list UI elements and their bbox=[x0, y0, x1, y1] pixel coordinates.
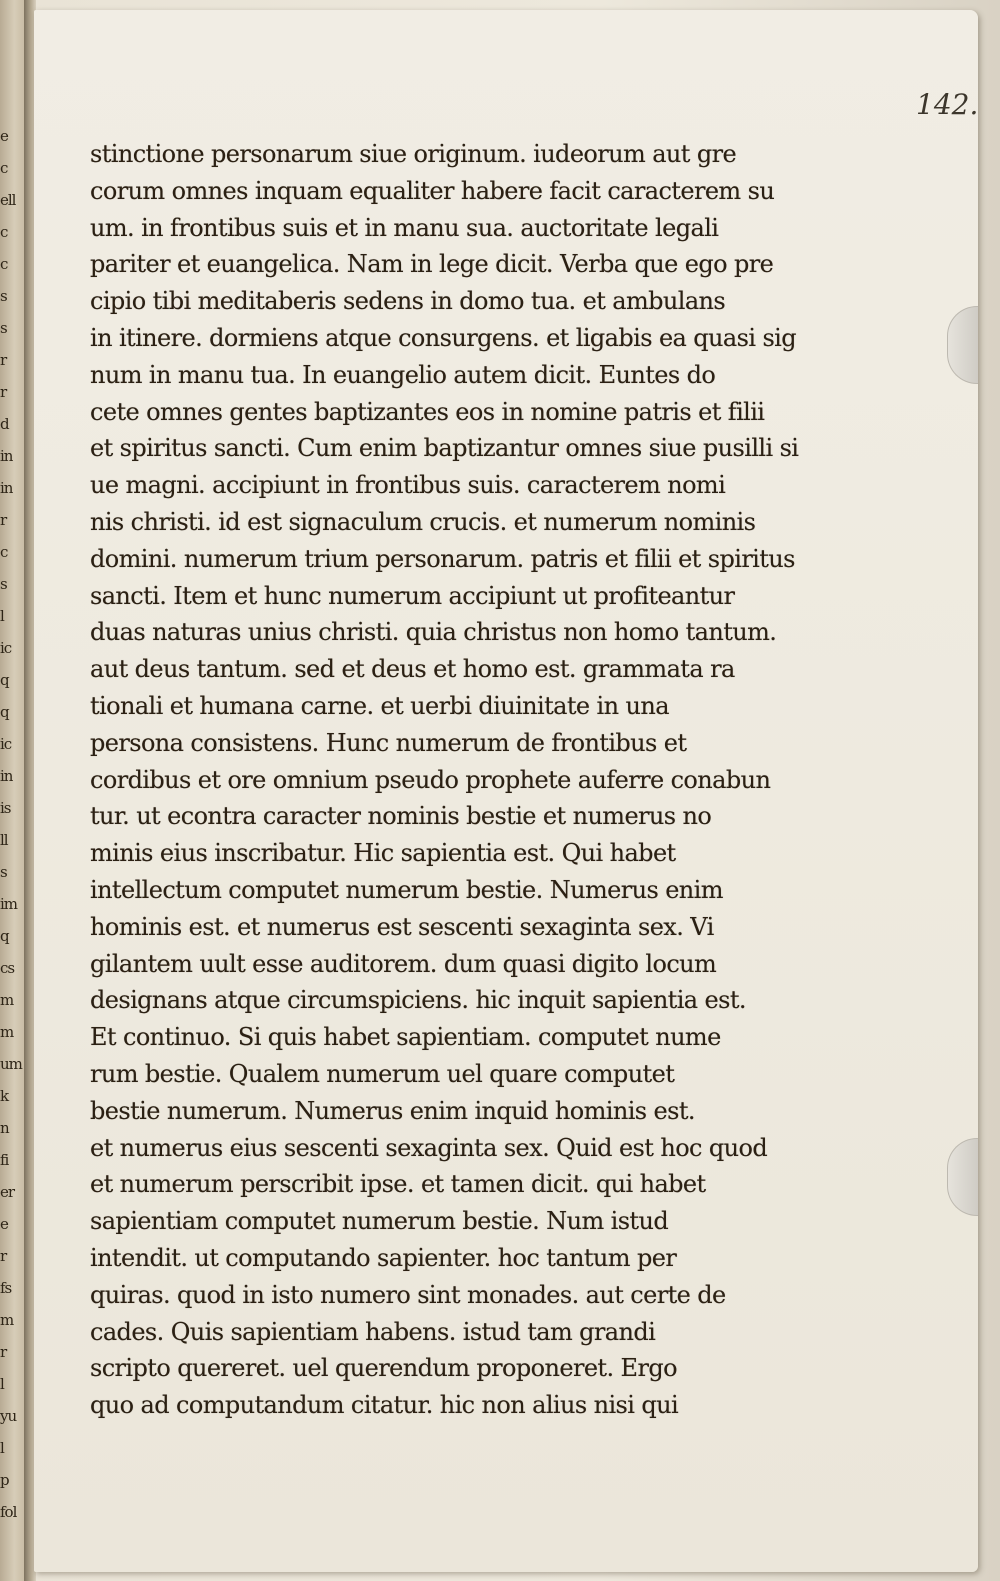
text-line: in itinere. dormiens atque consurgens. et ligabis ea quasi sig bbox=[90, 323, 797, 352]
facing-page-fragment: ic bbox=[0, 735, 12, 753]
text-line: intellectum computet numerum bestie. Numerus enim bbox=[90, 875, 723, 904]
facing-page-fragment: s bbox=[0, 575, 7, 593]
facing-page-fragment: im bbox=[0, 895, 18, 913]
text-line: persona consistens. Hunc numerum de frontibus et bbox=[90, 728, 687, 757]
facing-page-fragment: er bbox=[0, 1183, 15, 1201]
facing-page-fragment: fi bbox=[0, 1151, 9, 1169]
facing-page-fragment: n bbox=[0, 1119, 9, 1137]
text-line: designans atque circumspiciens. hic inquit sapientia est. bbox=[90, 986, 746, 1015]
facing-page-fragment: k bbox=[0, 1087, 9, 1105]
text-line: nis christi. id est signaculum crucis. et numerum nominis bbox=[90, 507, 756, 536]
facing-page-fragment: in bbox=[0, 479, 13, 497]
facing-page-fragment: fs bbox=[0, 1279, 12, 1297]
facing-page-fragment: is bbox=[0, 799, 11, 817]
text-line: duas naturas unius christi. quia christus non homo tantum. bbox=[90, 618, 777, 647]
facing-page-fragment: q bbox=[0, 927, 9, 945]
facing-page-fragment: m bbox=[0, 1023, 14, 1041]
facing-page-fragment: l bbox=[0, 607, 4, 625]
facing-page-fragment: ic bbox=[0, 639, 12, 657]
text-line: sancti. Item et hunc numerum accipiunt ut profiteantur bbox=[90, 581, 735, 610]
facing-page-fragment: d bbox=[0, 415, 9, 433]
facing-page-fragment: yu bbox=[0, 1407, 17, 1425]
facing-page-fragment: c bbox=[0, 255, 8, 273]
text-line: bestie numerum. Numerus enim inquid hominis est. bbox=[90, 1096, 695, 1125]
facing-page-fragment: e bbox=[0, 1215, 8, 1233]
facing-page-fragment: in bbox=[0, 447, 13, 465]
facing-page-fragment: ell bbox=[0, 191, 16, 209]
text-line: cipio tibi meditaberis sedens in domo tua. et ambulans bbox=[90, 287, 726, 316]
facing-page-fragment: r bbox=[0, 1343, 7, 1361]
text-line: tionali et humana carne. et uerbi diuinitate in una bbox=[90, 691, 669, 720]
text-line: aut deus tantum. sed et deus et homo est. grammata ra bbox=[90, 655, 735, 684]
facing-page-fragment: l bbox=[0, 1375, 4, 1393]
facing-page-fragment: q bbox=[0, 671, 9, 689]
facing-page-fragment: c bbox=[0, 159, 8, 177]
facing-page-fragment: l bbox=[0, 1439, 4, 1457]
text-line: hominis est. et numerus est sescenti sexaginta sex. Vi bbox=[90, 912, 714, 941]
folio-number: 142. bbox=[916, 88, 979, 121]
text-line: quo ad computandum citatur. hic non alius nisi qui bbox=[90, 1391, 679, 1420]
text-line: Et continuo. Si quis habet sapientiam. computet nume bbox=[90, 1023, 721, 1052]
text-line: um. in frontibus suis et in manu sua. auctoritate legali bbox=[90, 213, 719, 242]
text-line: et numerum perscribit ipse. et tamen dicit. qui habet bbox=[90, 1170, 706, 1199]
text-line: cete omnes gentes baptizantes eos in nomine patris et filii bbox=[90, 397, 765, 426]
facing-page-fragment: p bbox=[0, 1471, 9, 1489]
facing-page-fragment: c bbox=[0, 223, 8, 241]
text-line: quiras. quod in isto numero sint monades. aut certe de bbox=[90, 1280, 726, 1309]
facing-page-text bbox=[0, 120, 24, 1528]
text-line: pariter et euangelica. Nam in lege dicit. Verba que ego pre bbox=[90, 250, 774, 279]
facing-page-fragment: r bbox=[0, 351, 7, 369]
text-block bbox=[90, 136, 910, 1424]
facing-page-fragment: s bbox=[0, 287, 7, 305]
facing-page-fragment: m bbox=[0, 991, 14, 1009]
text-line: scripto quereret. uel querendum proponeret. Ergo bbox=[90, 1354, 677, 1383]
text-line: num in manu tua. In euangelio autem dicit. Euntes do bbox=[90, 360, 716, 389]
text-line: rum bestie. Qualem numerum uel quare computet bbox=[90, 1059, 675, 1088]
facing-page-fragment: cs bbox=[0, 959, 15, 977]
facing-page-fragment: s bbox=[0, 863, 7, 881]
facing-page-edge bbox=[0, 0, 25, 1581]
text-line: tur. ut econtra caracter nominis bestie et numerus no bbox=[90, 802, 712, 831]
text-line: ue magni. accipiunt in frontibus suis. caracterem nomi bbox=[90, 471, 726, 500]
facing-page-fragment: fol bbox=[0, 1503, 17, 1521]
facing-page-fragment: r bbox=[0, 1247, 7, 1265]
facing-page-fragment: e bbox=[0, 127, 8, 145]
facing-page-fragment: c bbox=[0, 543, 8, 561]
text-line: gilantem uult esse auditorem. dum quasi digito locum bbox=[90, 949, 717, 978]
facing-page-fragment: r bbox=[0, 383, 7, 401]
page-tab-lower bbox=[947, 1138, 978, 1216]
text-line: et spiritus sancti. Cum enim baptizantur omnes siue pusilli si bbox=[90, 434, 799, 463]
facing-page-fragment: in bbox=[0, 767, 13, 785]
facing-page-fragment: ll bbox=[0, 831, 8, 849]
facing-page-fragment: r bbox=[0, 511, 7, 529]
text-line: minis eius inscribatur. Hic sapientia est. Qui habet bbox=[90, 839, 676, 868]
facing-page-fragment: m bbox=[0, 1311, 14, 1329]
page-tab-upper bbox=[947, 306, 978, 384]
text-line: intendit. ut computando sapienter. hoc tantum per bbox=[90, 1243, 677, 1272]
text-line: stinctione personarum siue originum. iudeorum aut gre bbox=[90, 140, 737, 168]
text-line: domini. numerum trium personarum. patris et filii et spiritus bbox=[90, 544, 795, 573]
text-line: sapientiam computet numerum bestie. Num istud bbox=[90, 1207, 669, 1236]
text-line: et numerus eius sescenti sexaginta sex. Quid est hoc quod bbox=[90, 1133, 768, 1162]
facing-page-fragment: q bbox=[0, 703, 9, 721]
facing-page-fragment: um bbox=[0, 1055, 22, 1073]
manuscript-page bbox=[34, 10, 978, 1572]
text-line: cordibus et ore omnium pseudo prophete auferre conabun bbox=[90, 765, 771, 794]
facing-page-fragment: s bbox=[0, 319, 7, 337]
text-line: corum omnes inquam equaliter habere facit caracterem su bbox=[90, 176, 775, 205]
text-line: cades. Quis sapientiam habens. istud tam grandi bbox=[90, 1317, 656, 1346]
